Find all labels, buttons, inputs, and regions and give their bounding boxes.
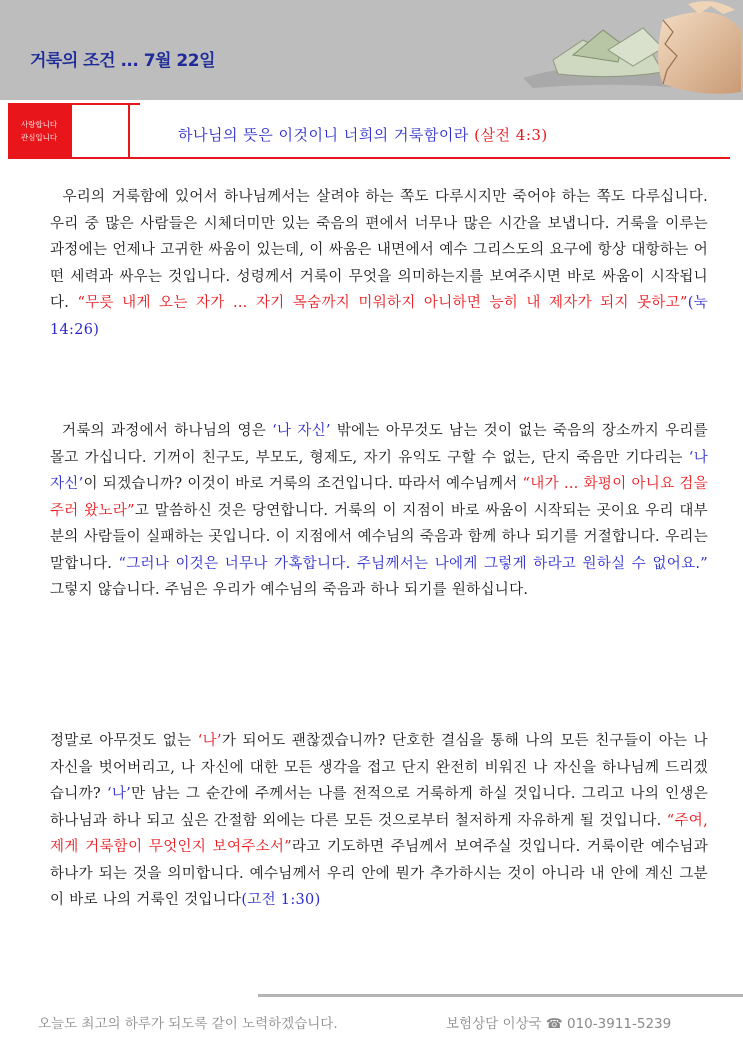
paragraph-3-body-b: 가 되어도 괜찮겠습니까? 단호한 결심을 통해 나의 모든 친구들이 아는 나 자신을 벗어버리고, 나 자신에 대한 모든 생각을 접고 단지 완전히 비워진 나 자신을 하나님께 드리겠습니까? — [50, 733, 708, 802]
verse-heading — [178, 124, 548, 145]
paragraph-3-quote: “주여, 제게 거룩함이 무엇인지 보여주소서” — [50, 812, 708, 855]
paragraph-3-reference: (고전 1:30) — [241, 892, 321, 908]
sidebar-tag-line1: 사랑합니다 — [20, 120, 58, 129]
sidebar-blank-box — [70, 103, 130, 159]
paragraph-1-body: 우리의 거룩함에 있어서 하나님께서는 살려야 하는 쪽도 다루시지만 죽어야 하는 쪽도 다루십니다. 우리 중 많은 사람들은 시체더미만 있는 죽음의 편에서 너무나 많은 시간을 보냅니다. 거룩을 이루는 과정에는 언제나 고귀한 싸움이 있는데, 이 싸움은 내면에서 예수 그리스도의 요구에 항상 대항하는 어떤 세력과 싸우는 것입니다. 성령께서 거룩이 무엇을 의미하는지를 보여주시면 바로 싸움이 시작됩니다. — [50, 189, 708, 311]
paragraph-1-quote: “무릇 내게 오는 자가 … 자기 목숨까지 미워하지 아니하면 능히 내 제자가 되지 못하고” — [77, 295, 688, 311]
header-rule-top — [130, 103, 140, 105]
paragraph-2-body-b: 밖에는 아무것도 남는 것이 없는 죽음의 장소까지 우리를 몰고 가십니다. 기꺼이 친구도, 부모도, 형제도, 자기 유익도 구할 수 없는, 단지 죽음만 기다리는 — [50, 423, 708, 466]
paragraph-3-body-d: 라고 기도하면 주님께서 보여주실 것입니다. 거룩이란 예수님과 하나가 되는 것을 의미합니다. 예수님께서 우리 안에 뭔가 추가하시는 것이 아니라 내 안에 계신 그분이 바로 나의 거룩인 것입니다 — [50, 839, 709, 908]
verse-reference: (살전 4:3) — [474, 126, 548, 144]
paragraph-2-highlight-1: ‘나 자신’ — [272, 423, 331, 439]
paragraph-3 — [50, 728, 708, 914]
sidebar-tag — [8, 103, 70, 159]
footer-phone[interactable]: 010-3911-5239 — [567, 1016, 672, 1032]
page-title: 거룩의 조건 ... 7월 22일 — [30, 51, 215, 71]
cracked-egg-money-illustration — [513, 0, 743, 100]
paragraph-3-body-a: 정말로 아무것도 없는 — [50, 733, 198, 749]
verse-text: 하나님의 뜻은 이것이니 너희의 거룩함이라 — [178, 126, 475, 144]
phone-icon: ☎ — [545, 1016, 563, 1032]
header-rule-bottom — [70, 157, 730, 159]
footer-rule — [258, 994, 743, 997]
paragraph-2 — [50, 418, 708, 604]
paragraph-2-body-e: 그렇지 않습니다. 주님은 우리가 예수님의 죽음과 하나 되기를 원하십니다. — [50, 582, 529, 598]
paragraph-3-body-c: 만 남는 그 순간에 주께서는 나를 전적으로 거룩하게 하실 것입니다. 그리고 나의 인생은 하나님과 하나 되고 싶은 간절함 외에는 다른 모든 것으로부터 철저하게 자유하게 될 것입니다. — [50, 786, 708, 829]
paragraph-2-quote-2: “그러나 이것은 너무나 가혹합니다. 주님께서는 나에게 그렇게 하라고 원하실 수 없어요.” — [118, 555, 709, 572]
paragraph-2-body-a: 거룩의 과정에서 하나님의 영은 — [62, 423, 273, 439]
paragraph-1 — [50, 184, 708, 343]
footer-motto: 오늘도 최고의 하루가 되도록 같이 노력하겠습니다. — [38, 1016, 338, 1032]
paragraph-2-highlight-2: ‘나 자신’ — [50, 449, 708, 492]
footer-contact — [446, 1012, 671, 1032]
paragraph-1-reference: (눅 14:26) — [50, 295, 708, 338]
paragraph-3-highlight-2: ‘나’ — [106, 786, 132, 802]
sidebar-tag-line2: 관심입니다 — [20, 133, 58, 142]
paragraph-2-body-d: 고 말씀하신 것은 당연합니다. 거룩의 이 지점이 바로 싸움이 시작되는 곳이요 우리 대부분의 사람들이 실패하는 곳입니다. 이 지점에서 예수님의 죽음과 함께 하나 되기를 거절합니다. 우리는 말합니다. — [50, 502, 708, 572]
paragraph-3-highlight-1: ‘나’ — [197, 733, 222, 749]
paragraph-2-body-c: 이 되겠습니까? 이것이 바로 거룩의 조건입니다. 따라서 예수님께서 — [83, 476, 523, 492]
footer-contact-label: 보험상담 이상국 — [446, 1016, 542, 1032]
paragraph-2-quote-1: “내가 … 화평이 아니요 검을 주러 왔노라” — [50, 476, 708, 519]
